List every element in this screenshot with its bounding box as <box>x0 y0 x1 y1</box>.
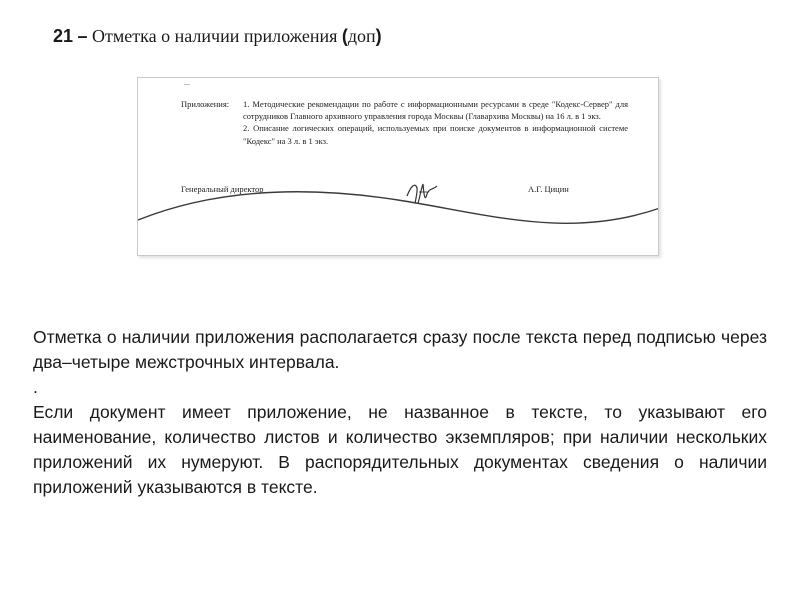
title-text: Отметка о наличии приложения <box>92 26 338 46</box>
title-dash: – <box>77 26 88 46</box>
doc-top-fragment: ... <box>184 78 190 87</box>
title-close-paren: ) <box>375 26 382 46</box>
doc-signatory-name: А.Г. Цицин <box>528 184 569 194</box>
slide-title <box>53 26 382 47</box>
doc-attachments-block <box>181 98 628 147</box>
doc-signatory-title: Генеральный директор <box>181 184 264 194</box>
document-excerpt-image <box>137 77 659 256</box>
body-paragraph-1: Отметка о наличии приложения располагается сразу после текста перед подписью через два–четыре межстрочных интервала. <box>33 327 767 372</box>
body-text <box>33 325 767 500</box>
body-separator: . <box>33 377 38 397</box>
doc-attachment-item-2: 2. Описание логических операций, используемых при поиске документов в информационной системе "Кодекс" на 3 л. в 1 экз. <box>243 123 628 146</box>
title-open-paren: ( <box>341 26 348 46</box>
torn-edge-wave <box>138 178 659 256</box>
doc-attachments-label: Приложения: <box>181 99 230 109</box>
slide-number: 21 <box>53 26 74 46</box>
body-paragraph-2: Если документ имеет приложение, не названное в тексте, то указывают его наименование, количество листов и количество экземпляров; при наличии нескольких приложений их нумеруют. В распорядительных документах сведения о наличии приложений указываются в тексте. <box>33 402 767 497</box>
title-paren-text: доп <box>347 26 376 46</box>
doc-attachment-item-1: 1. Методические рекомендации по работе с информационными ресурсами в среде "Кодекс-Сервер" для сотрудников Главного архивного управления города Москвы (Главархива Москвы) на 16 л. в 1 экз. <box>243 99 628 122</box>
